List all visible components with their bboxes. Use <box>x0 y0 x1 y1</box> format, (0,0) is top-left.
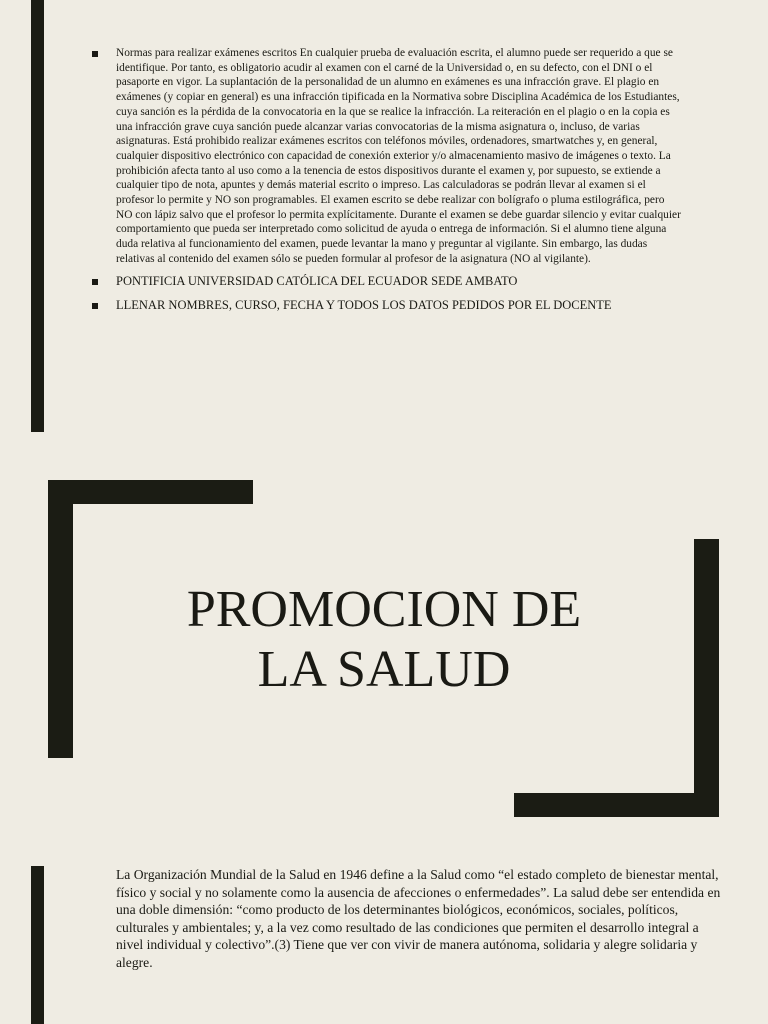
exam-rules-text: Normas para realizar exámenes escritos En cualquier prueba de evaluación escrita, el alumno puede ser requerido a que se identifique. Por tanto, es obligatorio acudir al examen con el carné de la Universidad o, en su defecto, con el DNI o el pasaporte en vigor. La suplantación de la personalidad de un alumno en exámenes es una infracción grave. El plagio en exámenes (y copiar en general) es una infracción tipificada en la Normativa sobre Disciplina Académica de los Estudiantes, cuya sanción es la pérdida de la convocatoria en la que se realice la infracción. La reiteración en el plagio o en la copia es una infracción grave cuya sanción puede alcanzar varias convocatorias de la misma asignatura o, incluso, de varias asignaturas. Está prohibido realizar exámenes escritos con teléfonos móviles, ordenadores, smartwatches y, en general, cualquier dispositivo electrónico con capacidad de conexión exterior y/o almacenamiento masivo de imágenes o texto. La prohibición afecta tanto al uso como a la tenencia de estos dispositivos durante el examen y, por supuesto, se extiende a cualquier tipo de nota, apuntes y demás material escrito o impreso. Las calculadoras se podrán llevar al examen si el profesor lo permite y NO son programables. El examen escrito se debe realizar con bolígrafo o pluma estilográfica, pero NO con lápiz salvo que el profesor lo permita explícitamente. Durante el examen se debe guardar silencio y evitar cualquier comportamiento que pueda ser interpretado como solicitud de ayuda o entrega de información. Si el alumno tiene alguna duda relativa al funcionamiento del examen, puede levantar la mano y preguntar al vigilante. Sin embargo, las dudas relativas al contenido del examen sólo se pueden formular al profesor de la asignatura (NO al vigilante). <box>116 47 681 265</box>
list-item <box>92 46 682 267</box>
frame-bracket-right-horizontal <box>514 793 719 817</box>
frame-bracket-right-vertical <box>694 539 719 817</box>
bullet-list <box>92 46 682 321</box>
list-item <box>92 273 682 289</box>
health-definition-paragraph: La Organización Mundial de la Salud en 1946 define a la Salud como “el estado completo de bienestar mental, físico y social y no solamente como la ausencia de afecciones o enfermedades”. La salud debe ser entendida en una doble dimensión: “como producto de los determinantes biológicos, económicos, sociales, políticos, culturales y ambientales; y, a la vez como resultado de las condiciones que permiten el desarrollo integral a nivel individual y colectivo”.(3) Tiene que ver con vivir de manera autónoma, solidaria y alegre solidaria y alegre. <box>116 867 721 970</box>
square-bullet-icon <box>92 303 98 309</box>
list-item <box>92 297 682 313</box>
slide-title: PROMOCION DE LA SALUD <box>186 581 582 698</box>
square-bullet-icon <box>92 51 98 57</box>
frame-bracket-left-vertical <box>48 480 73 758</box>
instruction-text: LLENAR NOMBRES, CURSO, FECHA Y TODOS LOS DATOS PEDIDOS POR EL DOCENTE <box>116 297 612 312</box>
decorative-vertical-bar <box>31 866 44 1024</box>
university-name-text: PONTIFICIA UNIVERSIDAD CATÓLICA DEL ECUADOR SEDE AMBATO <box>116 273 518 288</box>
frame-bracket-left-horizontal <box>48 480 253 504</box>
decorative-vertical-bar <box>31 0 44 432</box>
square-bullet-icon <box>92 279 98 285</box>
